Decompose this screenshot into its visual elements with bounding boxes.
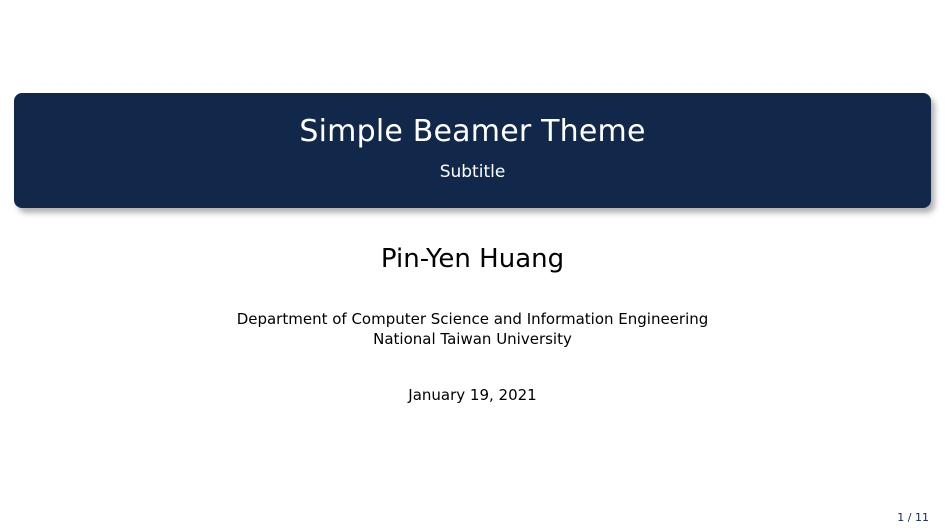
page-title: Simple Beamer Theme bbox=[299, 114, 646, 149]
page-number: 1 / 11 bbox=[897, 511, 929, 524]
institute-university: National Taiwan University bbox=[373, 330, 572, 349]
institute-department: Department of Computer Science and Information Engineering bbox=[236, 310, 709, 328]
presentation-date: January 19, 2021 bbox=[408, 386, 537, 404]
author-name: Pin-Yen Huang bbox=[380, 244, 565, 274]
institute-block bbox=[0, 309, 945, 350]
page-subtitle: Subtitle bbox=[439, 162, 506, 182]
title-banner bbox=[14, 93, 931, 208]
